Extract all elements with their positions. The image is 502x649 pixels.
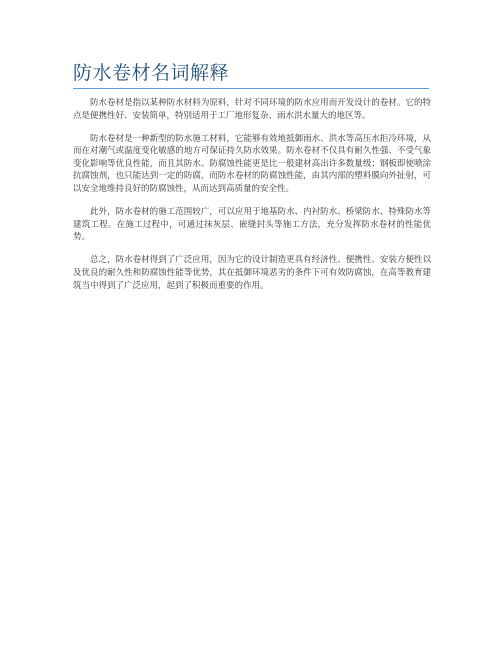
paragraph-applications: 此外，防水卷材的施工范围较广，可以应用于地基防水、内衬防水、桥梁防水、特殊防水等建筑工程。在施工过程中，可通过抹灰层、嵌缝封头等施工方法，充分发挥防水卷材的性能优势。 [73, 207, 431, 243]
document-body [73, 97, 431, 303]
paragraph-properties: 防水卷材是一种新型的防水施工材料，它能够有效地抵御雨水、洪水等高压水拒冷环境，从而在对潮气或温度变化敏感的地方可保证持久防水效果。防水卷材不仅具有耐久性强、不受气象变化影响等优良性能，而且其防水、防腐蚀性能更是比一般建材高出许多数量级；钢板即使喷涂抗腐蚀剂，也只能达到一定的防腐，而防水卷材的防腐蚀性能，由其内部的塑料膜向外扯射，可以安全地维持良好的防腐蚀性，从而达到高质量的安全性。 [73, 133, 431, 195]
paragraph-summary: 总之，防水卷材得到了广泛应用，因为它的设计制造更具有经济性、便携性、安装方便性以及优良的耐久性和防腐蚀性能等优势，其在抵御环境恶劣的条件下可有效防腐蚀，在高等教育建筑当中得到了广泛应用，起到了积极而重要的作用。 [73, 255, 431, 291]
document-title: 防水卷材名词解释 [73, 62, 230, 84]
paragraph-definition: 防水卷材是指以某种防水材料为原料，针对不同环境的防水应用而开发设计的卷材。它的特点是便携性好、安装简单，特别适用于工厂地形复杂、雨水洪水量大的地区等。 [73, 98, 431, 121]
title-underline [73, 88, 429, 89]
